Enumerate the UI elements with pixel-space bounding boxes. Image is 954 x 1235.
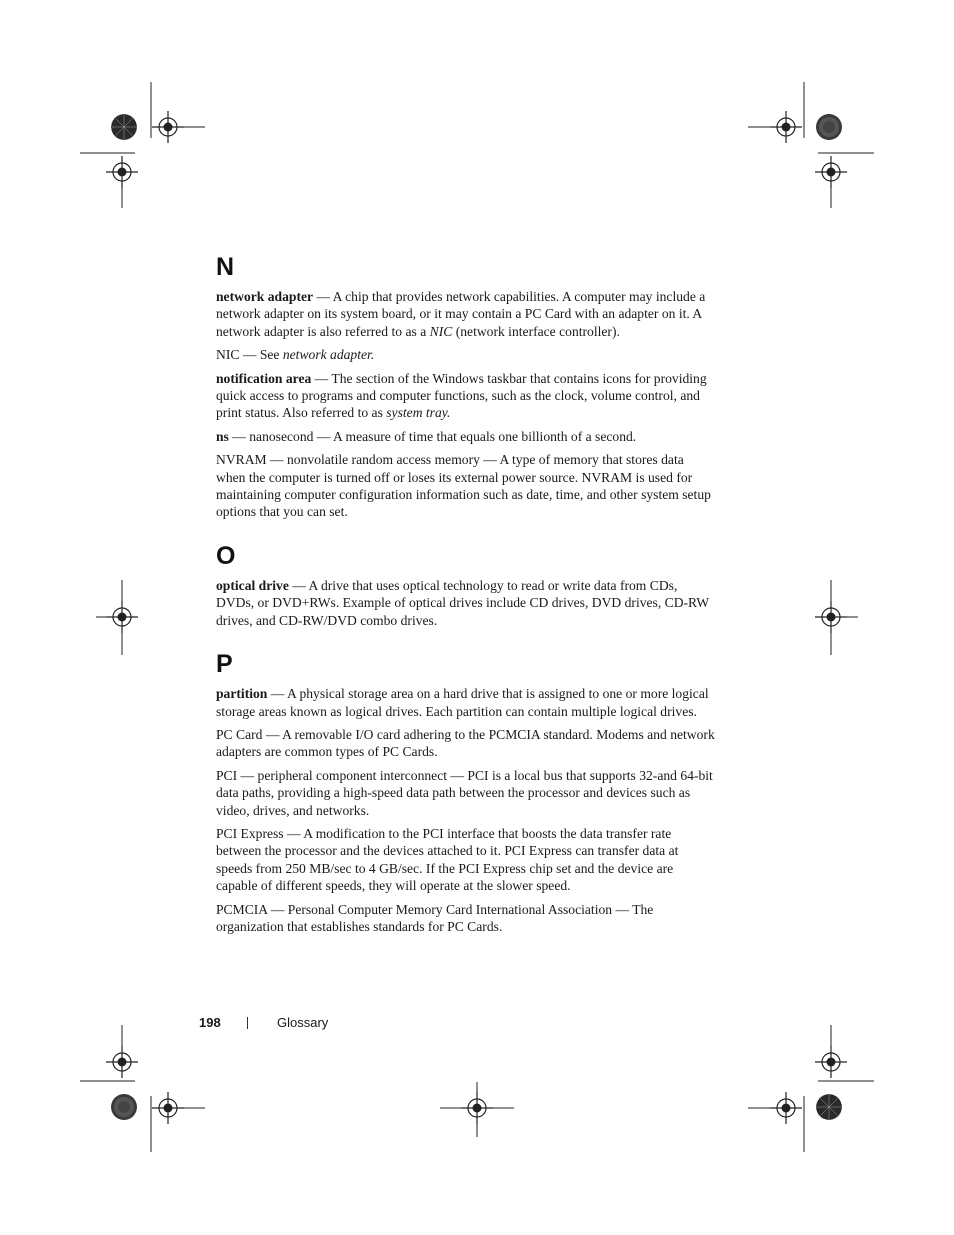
entry-italic: system tray. [386, 405, 451, 421]
entry-definition: — See [239, 347, 283, 363]
crop-mark-bottom-right [748, 1025, 874, 1152]
glossary-entry-pci [216, 767, 716, 819]
footer-divider [247, 1017, 248, 1029]
glossary-entry-nvram [216, 451, 716, 521]
entry-definition: — peripheral component interconnect — PCI is a local bus that supports 32-and 64-bit data paths, providing a high-speed data path between the processor and devices such as video, drives, and networks. [216, 767, 713, 818]
entry-term: NVRAM [216, 452, 267, 468]
entry-term: optical drive [216, 577, 289, 593]
crop-mark-bottom-center [440, 1082, 514, 1137]
entry-term: network adapter [216, 289, 314, 304]
entry-definition: — The section of the Windows taskbar that contains icons for providing quick access to programs and computer functions, such as the clock, volume control, and print status. Also referred to as [216, 370, 707, 421]
entry-term: PCI [216, 767, 238, 783]
glossary-entry-pci-express [216, 825, 716, 895]
crop-mark-top-right [748, 82, 874, 208]
entry-term: PC Card [216, 726, 263, 742]
entry-definition: — A removable I/O card adhering to the PCMCIA standard. Modems and network adapters are common types of PC Cards. [216, 726, 715, 760]
entry-term: ns [216, 428, 229, 444]
entry-definition: — Personal Computer Memory Card International Association — The organization that establishes standards for PC Cards. [216, 901, 654, 934]
section-heading-n: N [216, 253, 235, 281]
entry-definition: — A chip that provides network capabilities. A computer may include a network adapter on its system board, or it may contain a PC Card with an adapter on it. A network adapter is also referred to as a [216, 289, 706, 339]
entry-term: partition [216, 686, 268, 702]
crop-mark-top-left [80, 82, 205, 208]
entry-definition: — nanosecond — A measure of time that equals one billionth of a second. [228, 428, 637, 444]
entry-definition: — A drive that uses optical technology to read or write data from CDs, DVDs, or DVD+RWs. Example of optical drives include CD drives, DVD drives, CD-RW drives, and CD-RW/DVD combo drives. [216, 577, 709, 628]
crop-mark-middle-left [96, 580, 138, 655]
entry-italic: NIC [429, 323, 453, 339]
crop-mark-bottom-left [80, 1025, 205, 1152]
entry-italic: network adapter. [282, 347, 375, 363]
entry-definition: — nonvolatile random access memory — A type of memory that stores data when the computer is turned off or loses its external power source. NVRAM is used for maintaining computer configuration information such as date, time, and other system setup options that you can set. [216, 452, 711, 520]
entry-definition: — A physical storage area on a hard drive that is assigned to one or more logical storage areas known as logical drives. Each partition can contain multiple logical drives. [216, 686, 709, 719]
running-title: Glossary [277, 1015, 329, 1030]
section-heading-p: P [216, 650, 233, 679]
glossary-entry-ns [216, 428, 716, 445]
glossary-entry-optical-drive [216, 577, 716, 629]
page-number: 198 [199, 1015, 221, 1030]
entry-term: NIC [216, 347, 240, 363]
entry-definition: — A modification to the PCI interface that boosts the data transfer rate between the processor and the devices attached to it. PCI Express can transfer data at speeds from 250 MB/sec to 4 GB/sec. If the PCI Express chip set and the device are capable of different speeds, they will operate at the slower speed. [216, 825, 679, 894]
glossary-entry-pc-card [216, 726, 716, 761]
entry-definition-end: (network interface controller). [452, 323, 620, 339]
glossary-entry-nic [216, 346, 716, 363]
glossary-content [216, 252, 716, 941]
crop-mark-middle-right [815, 580, 858, 655]
entry-term: notification area [216, 370, 312, 386]
glossary-entry-partition [216, 685, 716, 720]
entry-term: PCI Express [216, 825, 284, 841]
section-heading-o: O [216, 541, 236, 570]
glossary-entry-notification-area [216, 370, 716, 422]
entry-term: PCMCIA [216, 901, 268, 917]
page-footer [199, 1015, 328, 1030]
glossary-entry-network-adapter [216, 288, 716, 340]
glossary-entry-pcmcia [216, 901, 716, 936]
